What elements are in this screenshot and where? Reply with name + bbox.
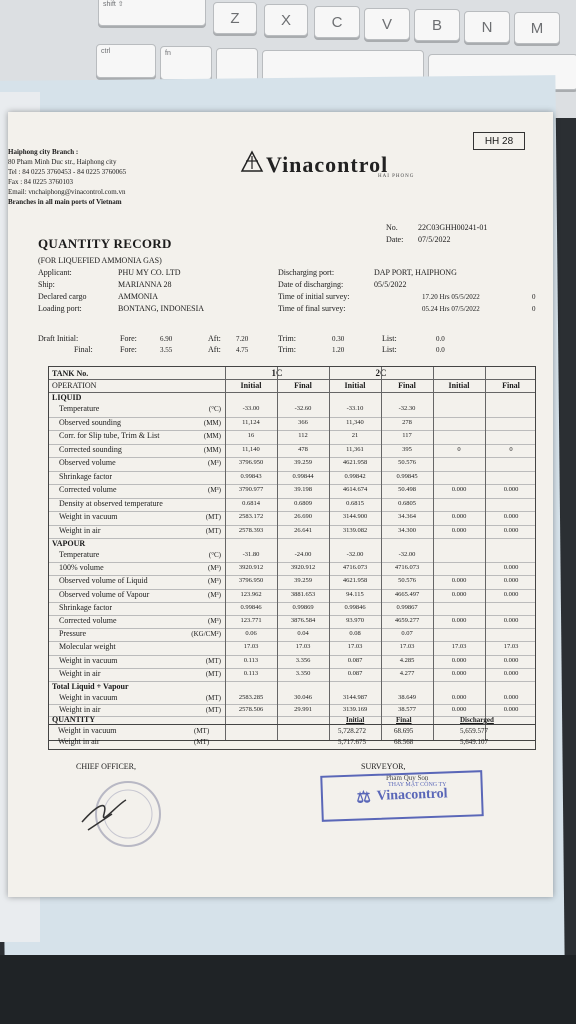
- trim-label-2: Trim:: [278, 345, 296, 354]
- table-cell: 4659.277: [394, 617, 420, 624]
- table-cell: -32.00: [398, 551, 416, 558]
- vinacontrol-logo-icon: [240, 150, 264, 174]
- margin-digit-1: 0: [532, 293, 536, 301]
- table-cell: 39.198: [294, 486, 312, 493]
- draft-initial-label: Draft Initial:: [38, 334, 79, 343]
- table-cell: 0: [457, 445, 461, 453]
- column-divider: [329, 367, 330, 740]
- column-header-final: Final: [398, 381, 416, 390]
- row-divider: [49, 379, 535, 380]
- table-cell: 0.99845: [396, 472, 418, 480]
- loading-value: BONTANG, INDONESIA: [118, 304, 205, 313]
- row-label: Temperature: [59, 404, 100, 413]
- column-divider: [433, 367, 434, 740]
- table-cell: 0.000: [503, 486, 519, 493]
- table-cell: 39.259: [294, 459, 312, 466]
- table-cell: 0.087: [347, 656, 363, 664]
- row-unit: (M³): [208, 590, 221, 599]
- column-header-initial: Initial: [240, 381, 262, 390]
- table-cell: 2583.285: [238, 694, 264, 701]
- disch-port-label: Discharging port:: [278, 268, 335, 277]
- row-unit: (MT): [205, 656, 221, 665]
- table-cell: -31.80: [242, 551, 260, 558]
- quantity-table: [48, 366, 536, 741]
- table-cell: 3144.987: [342, 694, 368, 701]
- table-cell: 278: [402, 418, 412, 426]
- quantity-initial-header: Initial: [346, 716, 365, 724]
- table-cell: 0.99846: [344, 603, 366, 611]
- table-cell: 117: [402, 432, 412, 439]
- key-fn: fn: [160, 46, 212, 80]
- quantity-discharged-header: Discharged: [460, 716, 494, 724]
- table-cell: 11,340: [346, 418, 364, 426]
- table-cell: 0.113: [243, 669, 259, 677]
- chief-officer-label: CHIEF OFFICER,: [76, 762, 137, 771]
- row-label: Weight in vacuum: [59, 693, 118, 702]
- key-m: M: [514, 12, 560, 44]
- branch-line-6: Branches in all main ports of Vietnam: [8, 198, 122, 206]
- stamp-logo-text: Vinacontrol: [376, 786, 448, 804]
- row-unit: (°C): [208, 405, 221, 413]
- row-divider: [49, 484, 535, 485]
- row-divider: [49, 538, 535, 539]
- ship-value: MARIANNA 28: [118, 280, 172, 289]
- key-z: Z: [213, 2, 257, 34]
- branch-line-1: Haiphong city Branch :: [8, 148, 79, 156]
- table-cell: 0.000: [451, 617, 467, 624]
- table-cell: 26.690: [294, 513, 312, 520]
- row-divider: [49, 471, 535, 472]
- column-header-final: Final: [294, 381, 312, 390]
- row-label: 100% volume: [59, 563, 104, 573]
- table-cell: 3796.950: [238, 577, 264, 585]
- fore-label-1: Fore:: [120, 334, 137, 343]
- chief-officer-seal-signature: [68, 774, 168, 854]
- table-cell: -33.00: [242, 405, 260, 412]
- table-cell: 50.576: [398, 459, 416, 466]
- disch-date-label: Date of discharging:: [278, 280, 344, 289]
- dark-background: [0, 955, 576, 1024]
- table-cell: 0.000: [503, 564, 519, 572]
- table-cell: -32.00: [346, 551, 364, 558]
- table-cell: 17.03: [295, 643, 311, 651]
- table-cell: 3.356: [295, 656, 311, 664]
- draft-final-aft: 4.75: [236, 346, 249, 354]
- row-label: Observed sounding: [59, 417, 121, 427]
- aft-label-2: Aft:: [208, 345, 221, 354]
- row-unit: (KG/CM²): [191, 630, 221, 639]
- table-cell: 0.113: [243, 656, 259, 664]
- table-cell: 0.99842: [344, 472, 366, 480]
- row-divider: [49, 392, 535, 393]
- quantity-record-document: [8, 112, 553, 897]
- table-cell: 0.08: [349, 630, 361, 638]
- table-cell: 38.649: [398, 694, 416, 701]
- list-label-1: List:: [382, 334, 397, 343]
- table-cell: 94.115: [346, 590, 364, 598]
- quantity-frame: [48, 724, 536, 750]
- table-cell: 3790.977: [238, 486, 264, 493]
- list-label-2: List:: [382, 345, 397, 354]
- draft-initial-aft: 7.20: [236, 335, 249, 343]
- table-cell: 0.000: [451, 526, 467, 534]
- operation-label: OPERATION: [52, 381, 97, 390]
- row-label: Shrinkage factor: [59, 602, 113, 612]
- row-divider: [49, 681, 535, 682]
- table-cell: 0.6814: [242, 499, 260, 507]
- table-cell: 0: [509, 445, 513, 453]
- disch-port-value: DAP PORT, HAIPHONG: [374, 268, 457, 277]
- table-cell: 0.000: [503, 656, 519, 664]
- table-cell: 0.000: [503, 706, 519, 713]
- row-unit: (MM): [203, 418, 221, 427]
- draft-initial-list: 0.0: [436, 335, 445, 343]
- quantity-final-value: 68.695: [394, 727, 414, 735]
- table-cell: -32.30: [398, 405, 416, 412]
- liquid-section-label: LIQUID: [52, 393, 82, 402]
- row-label: Weight in vacuum: [59, 512, 118, 521]
- row-divider: [49, 417, 535, 418]
- column-divider: [381, 367, 382, 740]
- row-divider: [49, 511, 535, 512]
- table-cell: 0.000: [451, 669, 467, 677]
- margin-digit-2: 0: [532, 305, 536, 313]
- vinacontrol-logo-subtext: HAI PHONG: [378, 174, 415, 179]
- column-divider: [225, 367, 226, 740]
- row-label: Observed volume of Liquid: [59, 576, 148, 586]
- row-unit: (M³): [208, 486, 221, 494]
- tank-no-label: TANK No.: [52, 369, 89, 378]
- table-cell: 0.000: [451, 513, 467, 520]
- table-cell: 17.03: [451, 643, 467, 651]
- key-b: B: [414, 9, 460, 41]
- row-label: Weight in air: [59, 705, 101, 714]
- table-cell: 0.07: [401, 630, 413, 638]
- branch-line-5: Email: vnchaiphong@vinacontrol.com.vn: [8, 188, 126, 196]
- table-cell: 0.000: [503, 577, 519, 585]
- date-label: Date:: [386, 235, 404, 244]
- document-title: QUANTITY RECORD: [38, 236, 172, 251]
- table-cell: 3139.082: [342, 526, 368, 534]
- table-cell: 0.000: [451, 590, 467, 598]
- row-label: Corrected volume: [59, 616, 117, 625]
- key-ctrl: ctrl: [96, 44, 156, 78]
- row-unit: (M³): [208, 577, 221, 586]
- table-cell: 4.285: [399, 656, 415, 664]
- applicant-label: Applicant:: [38, 268, 72, 277]
- row-unit: (MT): [205, 706, 221, 714]
- table-cell: 366: [298, 418, 308, 426]
- table-cell: 0.000: [503, 669, 519, 677]
- row-label: Molecular weight: [59, 642, 116, 652]
- table-cell: 0.99869: [292, 603, 314, 611]
- table-cell: 0.000: [503, 694, 519, 701]
- row-divider: [49, 602, 535, 603]
- trim-label-1: Trim:: [278, 334, 296, 343]
- key-x: X: [264, 4, 308, 36]
- vapour-section-label: VAPOUR: [52, 539, 86, 548]
- quantity-row-label: Weight in vacuum: [58, 726, 117, 735]
- row-label: Observed volume of Vapour: [59, 589, 150, 599]
- table-cell: 0.000: [451, 694, 467, 701]
- ship-label: Ship:: [38, 280, 55, 289]
- table-cell: 39.259: [294, 577, 312, 585]
- table-cell: 3920.912: [290, 564, 316, 572]
- table-cell: 0.087: [347, 669, 363, 677]
- table-cell: 38.577: [398, 706, 416, 713]
- row-divider: [49, 655, 535, 656]
- branch-line-3: Tel : 84 0225 3760453 - 84 0225 3760065: [8, 168, 127, 176]
- row-label: Shrinkage factor: [59, 471, 113, 481]
- quantity-row-label: Weight in air: [58, 737, 100, 746]
- disch-date-value: 05/5/2022: [374, 280, 407, 289]
- row-divider: [49, 444, 535, 445]
- column-header-final: Final: [502, 381, 520, 390]
- table-cell: 3.350: [295, 669, 311, 677]
- table-cell: 0.04: [297, 630, 309, 638]
- tank-1c-header: 1C: [271, 368, 283, 378]
- table-cell: 0.99846: [240, 603, 262, 611]
- row-divider: [49, 457, 535, 458]
- row-divider: [49, 525, 535, 526]
- table-cell: -33.10: [346, 405, 364, 412]
- table-cell: 50.498: [398, 486, 416, 493]
- draft-initial-fore: 6.90: [160, 335, 173, 343]
- table-cell: 123.962: [240, 590, 262, 598]
- table-cell: -32.60: [294, 405, 312, 412]
- total-section-label: Total Liquid + Vapour: [52, 682, 129, 691]
- row-label: Corrected sounding: [59, 444, 122, 454]
- applicant-value: PHU MY CO. LTD: [118, 268, 181, 277]
- row-label: Pressure: [59, 629, 87, 639]
- table-cell: 4621.958: [342, 459, 368, 466]
- final-survey-label: Time of final survey:: [278, 304, 346, 313]
- key-v: V: [364, 8, 410, 40]
- table-cell: 0.000: [503, 526, 519, 534]
- no-label: No.: [386, 223, 398, 232]
- quantity-label: QUANTITY: [52, 715, 96, 724]
- table-cell: 11,124: [242, 418, 260, 426]
- table-cell: 93.970: [346, 617, 364, 624]
- initial-survey-value: 17.20 Hrs 05/5/2022: [422, 293, 480, 301]
- table-cell: 0.000: [451, 656, 467, 664]
- table-cell: 4716.073: [342, 564, 368, 572]
- table-cell: 4614.674: [342, 486, 368, 493]
- quantity-final-header: Final: [396, 716, 412, 724]
- row-unit: (MT): [205, 526, 221, 535]
- table-cell: 4.277: [399, 669, 415, 677]
- table-cell: 16: [247, 432, 255, 439]
- table-cell: 0.6809: [294, 499, 312, 507]
- key-c: C: [314, 6, 360, 38]
- table-cell: 4665.497: [394, 590, 420, 598]
- table-cell: -24.00: [294, 551, 312, 558]
- table-cell: 0.000: [451, 486, 467, 493]
- table-cell: 21: [351, 432, 359, 439]
- aft-label-1: Aft:: [208, 334, 221, 343]
- vinacontrol-stamp: [320, 770, 484, 822]
- table-cell: 2578.393: [238, 526, 264, 534]
- row-label: Corr. for Slip tube, Trim & List: [59, 431, 160, 440]
- row-unit: (°C): [208, 551, 221, 559]
- column-divider: [485, 367, 486, 740]
- table-cell: 34.364: [398, 513, 416, 520]
- final-survey-value: 05.24 Hrs 07/5/2022: [422, 305, 480, 313]
- document-code-box: HH 28: [473, 132, 525, 150]
- row-unit: (MT): [205, 513, 221, 521]
- cargo-label: Declared cargo: [38, 292, 87, 301]
- column-header-initial: Initial: [448, 381, 470, 390]
- surveyor-label: SURVEYOR,: [361, 762, 406, 771]
- table-cell: 0.06: [245, 630, 257, 638]
- table-cell: 0.000: [451, 577, 467, 585]
- draft-final-label: Final:: [74, 345, 93, 354]
- table-cell: 4621.958: [342, 577, 368, 585]
- table-cell: 3881.653: [290, 590, 316, 598]
- surveyor-company: THAY MẶT CÔNG TY: [388, 782, 447, 788]
- table-cell: 11,140: [242, 445, 260, 453]
- tank-2c-header: 2C: [375, 368, 387, 378]
- table-cell: 0.99844: [292, 472, 314, 480]
- row-divider: [49, 668, 535, 669]
- key-n: N: [464, 11, 510, 43]
- table-cell: 2583.172: [238, 513, 264, 520]
- table-cell: 3144.900: [342, 513, 368, 520]
- row-divider: [49, 641, 535, 642]
- table-cell: 2578.506: [238, 706, 264, 713]
- table-cell: 17.03: [399, 643, 415, 651]
- table-cell: 0.000: [503, 590, 519, 598]
- quantity-discharged-value: 5,649.107: [460, 738, 488, 746]
- table-cell: 29.991: [294, 706, 312, 713]
- row-divider: [49, 704, 535, 705]
- row-unit: (MT): [205, 694, 221, 702]
- row-label: Corrected volume: [59, 485, 117, 494]
- vinacontrol-logo-text: Vinacontrol: [266, 152, 389, 177]
- table-cell: 112: [298, 432, 308, 439]
- table-cell: 3139.169: [342, 706, 368, 713]
- quantity-initial-value: 5,717.675: [338, 738, 366, 746]
- key-shift: shift ⇧: [98, 0, 206, 26]
- draft-final-trim: 1.20: [332, 346, 345, 354]
- fore-label-2: Fore:: [120, 345, 137, 354]
- table-cell: 0.000: [451, 706, 467, 713]
- loading-label: Loading port:: [38, 304, 82, 313]
- table-cell: 26.641: [294, 526, 312, 534]
- table-cell: 395: [402, 445, 412, 453]
- row-label: Density at observed temperature: [59, 498, 163, 508]
- row-unit: (MT): [205, 669, 221, 678]
- table-cell: 0.99843: [240, 472, 262, 480]
- quantity-final-value: 68.568: [394, 738, 414, 746]
- table-cell: 3876.584: [290, 617, 316, 624]
- row-divider: [49, 562, 535, 563]
- branch-line-2: 80 Pham Minh Duc str., Haiphong city: [8, 158, 117, 166]
- branch-line-4: Fax : 84 0225 3760103: [8, 178, 73, 186]
- row-label: Observed volume: [59, 458, 116, 467]
- table-cell: 30.046: [294, 694, 312, 701]
- document-subtitle: (FOR LIQUEFIED AMMONIA GAS): [38, 256, 162, 265]
- table-cell: 34.300: [398, 526, 416, 534]
- row-label: Weight in air: [59, 525, 101, 535]
- row-divider: [49, 628, 535, 629]
- table-cell: 123.771: [240, 617, 262, 624]
- table-cell: 0.000: [503, 617, 519, 624]
- stamp-logo-icon: ⚖: [356, 789, 372, 807]
- table-cell: 3796.950: [238, 459, 264, 466]
- table-cell: 0.99867: [396, 603, 418, 611]
- initial-survey-label: Time of initial survey:: [278, 292, 350, 301]
- table-cell: 0.000: [503, 513, 519, 520]
- row-label: Temperature: [59, 550, 100, 559]
- table-cell: 3920.912: [238, 564, 264, 572]
- surveyor-name: Pham Quy Son: [386, 774, 429, 782]
- column-header-initial: Initial: [344, 381, 366, 390]
- row-unit: (M³): [208, 617, 221, 625]
- table-cell: 50.576: [398, 577, 416, 585]
- cargo-value: AMMONIA: [118, 292, 158, 301]
- table-cell: 478: [298, 445, 308, 453]
- column-divider: [277, 367, 278, 740]
- table-cell: 17.03: [243, 643, 259, 651]
- row-divider: [49, 615, 535, 616]
- row-label: Weight in vacuum: [59, 655, 118, 665]
- table-cell: 17.03: [347, 643, 363, 651]
- row-label: Weight in air: [59, 668, 101, 678]
- no-value: 22C03GHH00241-01: [418, 223, 488, 232]
- draft-final-list: 0.0: [436, 346, 445, 354]
- row-unit: (MM): [203, 445, 221, 454]
- table-cell: 0.6815: [346, 499, 364, 507]
- row-unit: (M³): [208, 564, 221, 573]
- date-value: 07/5/2022: [418, 235, 451, 244]
- quantity-row-unit: (MT): [194, 738, 210, 746]
- quantity-initial-value: 5,728.272: [338, 727, 366, 735]
- row-unit: (M³): [208, 459, 221, 467]
- table-cell: 17.03: [503, 643, 519, 651]
- table-cell: 4716.073: [394, 564, 420, 572]
- quantity-discharged-value: 5,659.577: [460, 727, 488, 735]
- quantity-row-unit: (MT): [194, 727, 210, 735]
- draft-initial-trim: 0.30: [332, 335, 345, 343]
- table-cell: 11,361: [346, 445, 364, 453]
- row-unit: (MM): [203, 432, 221, 440]
- table-cell: 0.6805: [398, 499, 416, 507]
- draft-final-fore: 3.55: [160, 346, 173, 354]
